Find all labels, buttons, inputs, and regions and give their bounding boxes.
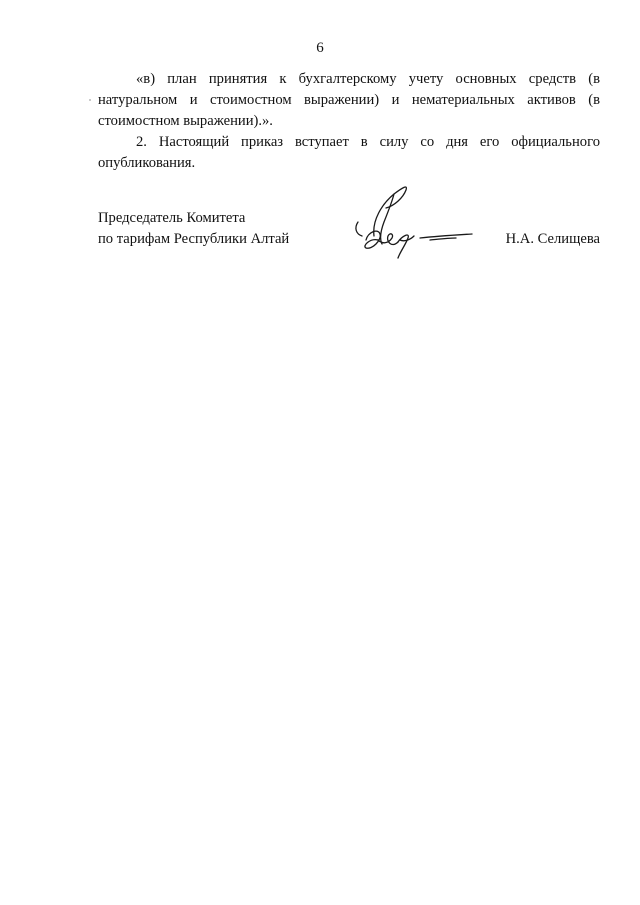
signatory-position-line-1: Председатель Комитета bbox=[98, 210, 246, 226]
handwritten-signature-icon bbox=[348, 178, 478, 260]
document-body bbox=[98, 69, 600, 174]
paragraph-clause-v: «в) план принятия к бухгалтерскому учету основных средств (в натуральном и стоимостном выражении) и нематериальных активов (в стоимостном выражении).». bbox=[98, 71, 600, 129]
signatory-position bbox=[98, 208, 289, 250]
signatory-name: Н.А. Селищева bbox=[505, 231, 600, 247]
signatory-position-line-2: по тарифам Республики Алтай bbox=[98, 231, 290, 247]
page-number: 6 bbox=[316, 40, 324, 56]
scan-speck bbox=[89, 99, 91, 101]
paragraph-effective-date: 2. Настоящий приказ вступает в силу со дня его официального опубликования. bbox=[98, 134, 600, 171]
